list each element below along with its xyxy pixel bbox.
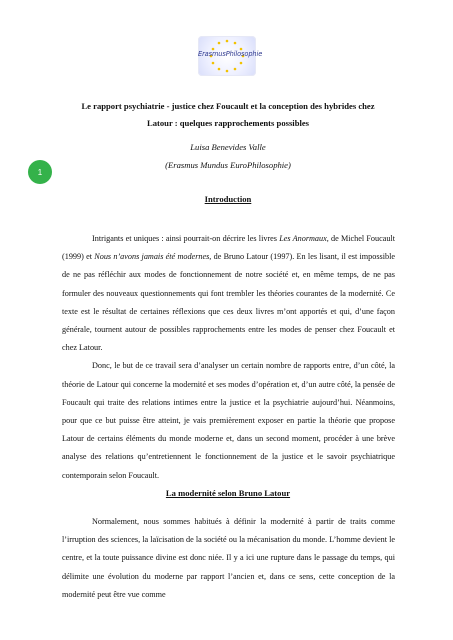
title-line-1: Le rapport psychiatrie - justice chez Foucault et la conception des hybrides chez [81,101,375,111]
page-number-badge: 1 [28,160,52,184]
title-line-2: Latour : quelques rapprochements possibles [146,118,310,128]
section-heading-modernite: La modernité selon Bruno Latour [165,488,291,498]
author-affiliation: (Erasmus Mundus EuroPhilosophie) [165,160,291,170]
intro-paragraph-2: Donc, le but de ce travail sera d’analyser un certain nombre de rapports entre, d’un côté, la théorie de Latour qui concerne la modernité et ses modes d’opération et, d’un autre côté, la pensée de Foucault qui traite des relations intimes entre la justice et la psychiatrie aujourd’hui. Néanmoins, pour que ce but puisse être atteint, je vais premièrement exposer en partie la théorie que propose Latour de certains éléments du monde moderne et, dans un second moment, procéder à une brève analyse des relations qu’entretiennent le fonctionnement de la justice et le savoir psychiatrique contemporain selon Foucault. [62,361,395,480]
book-title-nous-navons-jamais: Nous n’avons jamais été modernes [94,252,210,262]
paper-title [58,98,398,132]
text-run: , de Bruno Latour (1997). En les lisant, il est impossible de ne pas réfléchir aux modes de fonctionnement de notre société et, en même temps, de ne pas formuler des nouveaux questionnements qui font trembler les théories courantes de la modernité. Ce texte est le résultat de certaines réflexions que ces deux livres m’ont apportés et qui, d’une façon générale, tournent autour de possibles rapprochements entre les modes de penser chez Foucault et chez Latour. [62,252,395,353]
logo-text: ErasmusPhilosophie [198,50,263,58]
europhilosophie-logo [198,36,263,76]
text-run: , de Michel Foucault (1999) et [62,234,395,262]
text-run: Intrigants et uniques : ainsi pourrait-on décrire les livres [92,234,280,243]
section2-paragraph-1: Normalement, nous sommes habitués à définir la modernité à partir de traits comme l’irruption des sciences, la laïcisation de la société ou la mécanisation du monde. L’homme devient le centre, et la toute puissance divine est donc niée. Il y a ici une rupture dans le passage du temps, qui délimite une évolution du moderne par rapport l’ancien et, dans ce sens, cette conception de la modernité peut être vue comme [62,517,395,599]
intro-paragraph-1 [62,230,395,357]
introduction-body [62,230,395,485]
author-name: Luisa Benevides Valle [190,142,266,152]
section2-body [62,513,395,604]
section-heading-introduction: Introduction [204,194,252,204]
book-title-les-anormaux: Les Anormaux [279,234,327,243]
